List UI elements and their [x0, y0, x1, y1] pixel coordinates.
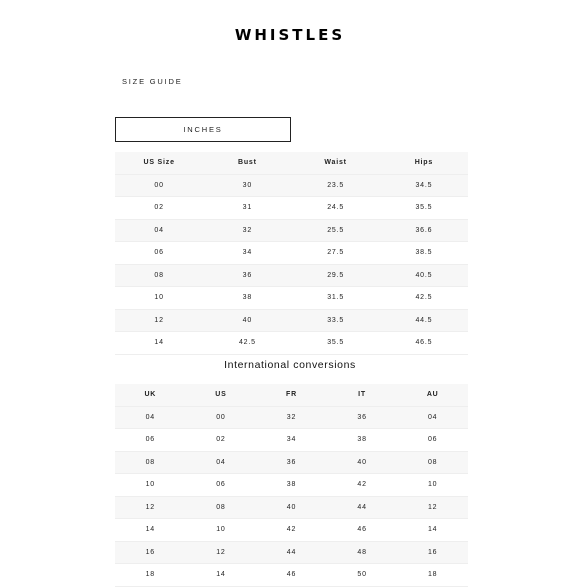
table-cell: 04: [186, 451, 257, 474]
table-cell: 44.5: [380, 309, 468, 332]
table-cell: 02: [115, 197, 203, 220]
table-cell: 44: [327, 496, 398, 519]
table-cell: 04: [115, 406, 186, 429]
table-cell: 08: [397, 451, 468, 474]
column-header: US: [186, 384, 257, 406]
table-cell: 34: [203, 242, 291, 265]
table-cell: 32: [203, 219, 291, 242]
table-cell: 14: [186, 564, 257, 587]
table-row: [115, 197, 468, 220]
table-cell: 31: [203, 197, 291, 220]
table-cell: 12: [115, 496, 186, 519]
column-header: Hips: [380, 152, 468, 174]
table-cell: 14: [115, 332, 203, 355]
table-row: [115, 309, 468, 332]
table-row: [115, 519, 468, 542]
table-row: [115, 451, 468, 474]
table-cell: 42: [256, 519, 327, 542]
table-cell: 16: [115, 541, 186, 564]
table-cell: 44: [256, 541, 327, 564]
table-cell: 42: [327, 474, 398, 497]
table-cell: 40: [256, 496, 327, 519]
table-row: [115, 174, 468, 197]
table-cell: 38.5: [380, 242, 468, 265]
table-cell: 38: [203, 287, 291, 310]
column-header: Bust: [203, 152, 291, 174]
table-cell: 25.5: [292, 219, 380, 242]
table-cell: 32: [256, 406, 327, 429]
table-cell: 08: [115, 451, 186, 474]
column-header: Waist: [292, 152, 380, 174]
table-header-row: [115, 152, 468, 174]
table-cell: 27.5: [292, 242, 380, 265]
table-cell: 34: [256, 429, 327, 452]
brand-logo: WHISTLES: [234, 26, 346, 44]
table-cell: 42.5: [203, 332, 291, 355]
table-cell: 12: [397, 496, 468, 519]
table-cell: 00: [186, 406, 257, 429]
table-cell: 40: [327, 451, 398, 474]
table-cell: 12: [115, 309, 203, 332]
table-row: [115, 219, 468, 242]
table-cell: 36: [256, 451, 327, 474]
table-cell: 14: [397, 519, 468, 542]
international-conversions-heading: International conversions: [224, 359, 356, 371]
table-cell: 02: [186, 429, 257, 452]
table-cell: 46.5: [380, 332, 468, 355]
table-cell: 12: [186, 541, 257, 564]
table-cell: 46: [327, 519, 398, 542]
table-cell: 10: [186, 519, 257, 542]
table-row: [115, 242, 468, 265]
table-cell: 29.5: [292, 264, 380, 287]
table-cell: 24.5: [292, 197, 380, 220]
table-cell: 06: [115, 429, 186, 452]
table-cell: 38: [327, 429, 398, 452]
table-cell: 35.5: [292, 332, 380, 355]
table-cell: 31.5: [292, 287, 380, 310]
table-cell: 06: [115, 242, 203, 265]
international-conversions-table: [115, 384, 468, 587]
table-row: [115, 406, 468, 429]
us-size-table: [115, 152, 468, 355]
table-row: [115, 496, 468, 519]
table-cell: 06: [397, 429, 468, 452]
table-row: [115, 564, 468, 587]
table-cell: 35.5: [380, 197, 468, 220]
table-cell: 36: [327, 406, 398, 429]
table-row: [115, 332, 468, 355]
table-cell: 14: [115, 519, 186, 542]
table-cell: 33.5: [292, 309, 380, 332]
table-cell: 00: [115, 174, 203, 197]
table-cell: 40.5: [380, 264, 468, 287]
table-row: [115, 541, 468, 564]
table-cell: 48: [327, 541, 398, 564]
table-cell: 46: [256, 564, 327, 587]
table-cell: 34.5: [380, 174, 468, 197]
inches-tab[interactable]: INCHES: [115, 117, 291, 142]
table-row: [115, 287, 468, 310]
table-cell: 23.5: [292, 174, 380, 197]
table-cell: 08: [186, 496, 257, 519]
table-cell: 10: [115, 474, 186, 497]
column-header: AU: [397, 384, 468, 406]
table-cell: 18: [397, 564, 468, 587]
table-cell: 30: [203, 174, 291, 197]
table-row: [115, 264, 468, 287]
table-cell: 08: [115, 264, 203, 287]
column-header: IT: [327, 384, 398, 406]
table-cell: 04: [397, 406, 468, 429]
table-cell: 16: [397, 541, 468, 564]
table-cell: 04: [115, 219, 203, 242]
table-cell: 42.5: [380, 287, 468, 310]
table-cell: 10: [397, 474, 468, 497]
column-header: US Size: [115, 152, 203, 174]
column-header: FR: [256, 384, 327, 406]
table-row: [115, 474, 468, 497]
table-cell: 50: [327, 564, 398, 587]
table-cell: 36: [203, 264, 291, 287]
size-guide-title: SIZE GUIDE: [122, 77, 183, 86]
table-row: [115, 429, 468, 452]
table-cell: 06: [186, 474, 257, 497]
table-cell: 18: [115, 564, 186, 587]
table-cell: 38: [256, 474, 327, 497]
table-cell: 40: [203, 309, 291, 332]
table-header-row: [115, 384, 468, 406]
table-cell: 36.6: [380, 219, 468, 242]
table-cell: 10: [115, 287, 203, 310]
column-header: UK: [115, 384, 186, 406]
